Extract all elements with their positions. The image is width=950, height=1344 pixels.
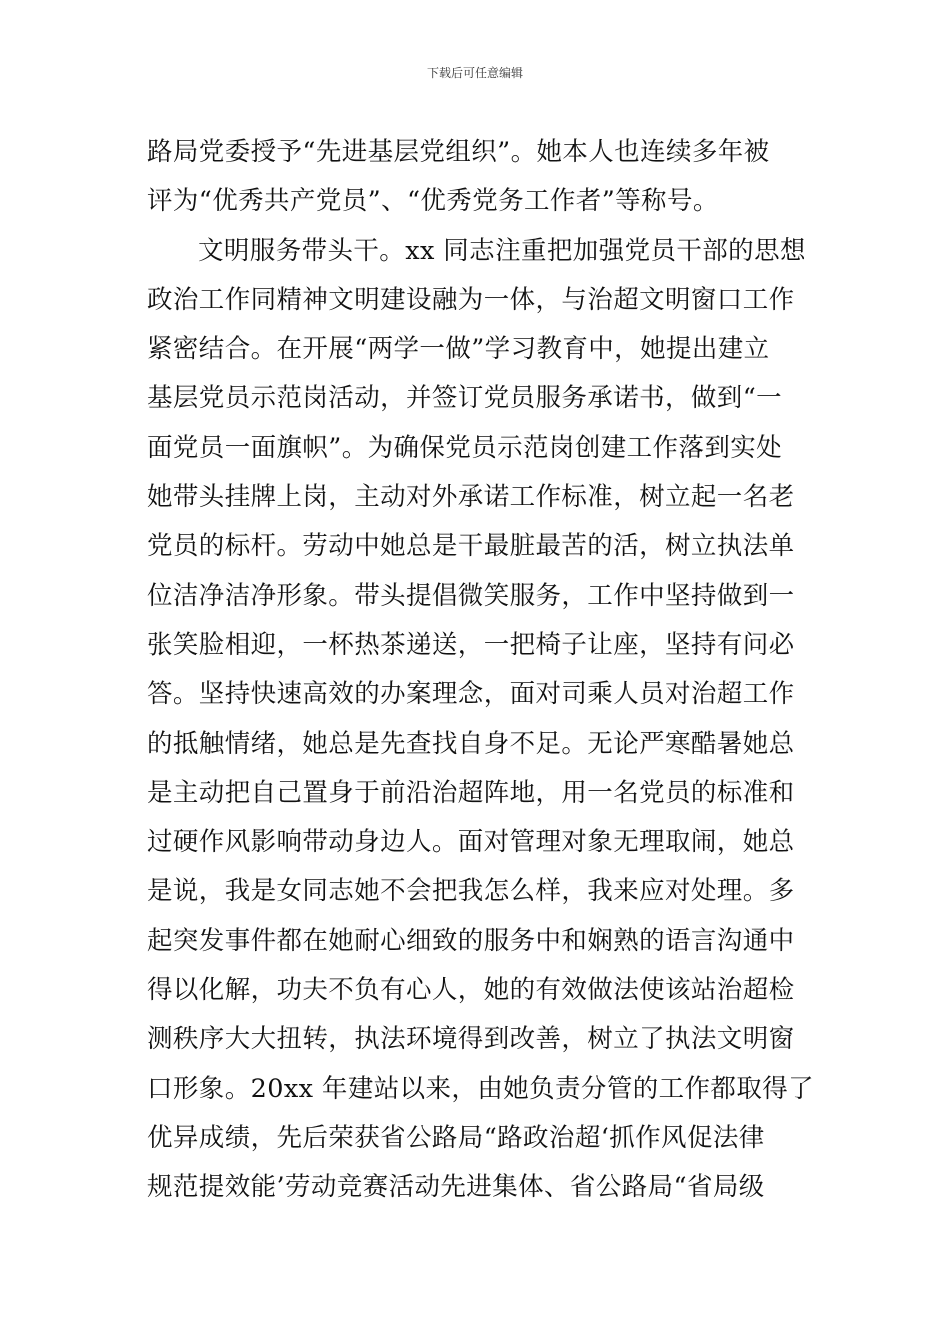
text-line: 是说，我是女同志她不会把我怎么样，我来应对处理。多 <box>147 876 795 907</box>
text-line: 规范提效能’劳动竞赛活动先进集体、省公路局“省局级 <box>147 1172 765 1203</box>
text-line: 基层党员示范岗活动，并签订党员服务承诺书，做到“一 <box>147 383 783 414</box>
text-line: 的抵触情绪，她总是先查找自身不足。无论严寒酷暑她总 <box>147 728 795 759</box>
text-line: 优异成绩，先后荣获省公路局“路政治超‘抓作风促法律 <box>147 1122 765 1153</box>
paragraph-1 <box>147 128 807 227</box>
text-line: 得以化解，功夫不负有心人，她的有效做法使该站治超检 <box>147 975 795 1006</box>
text-line: 张笑脸相迎，一杯热茶递送，一把椅子让座，坚持有问必 <box>147 629 795 660</box>
text-line: 文明服务带头干。xx 同志注重把加强党员干部的思想 <box>198 235 806 266</box>
paragraph-2 <box>147 227 815 1213</box>
text-line: 她带头挂牌上岗，主动对外承诺工作标准，树立起一名老 <box>147 482 795 513</box>
text-line: 起突发事件都在她耐心细致的服务中和娴熟的语言沟通中 <box>147 925 795 956</box>
text-line: 答。坚持快速高效的办案理念，面对司乘人员对治超工作 <box>147 679 795 710</box>
text-line: 过硬作风影响带动身边人。面对管理对象无理取闹，她总 <box>147 827 795 858</box>
text-line: 党员的标杆。劳动中她总是干最脏最苦的活，树立执法单 <box>147 531 795 562</box>
document-body <box>147 128 815 1213</box>
text-line: 位洁净洁净形象。带头提倡微笑服务，工作中坚持做到一 <box>147 580 795 611</box>
text-line: 面党员一面旗帜”。为确保党员示范岗创建工作落到实处 <box>147 432 783 463</box>
text-line: 是主动把自己置身于前沿治超阵地，用一名党员的标准和 <box>147 777 795 808</box>
text-line: 测秩序大大扭转，执法环境得到改善，树立了执法文明窗 <box>147 1024 795 1055</box>
text-line: 政治工作同精神文明建设融为一体，与治超文明窗口工作 <box>147 284 795 315</box>
page-header: 下载后可任意编辑 <box>426 66 523 80</box>
text-line: 紧密结合。在开展“两学一做”学习教育中，她提出建立 <box>147 334 770 365</box>
text-line: 路局党委授予“先进基层党组织”。她本人也连续多年被 <box>147 137 770 167</box>
text-line: 口形象。20xx 年建站以来，由她负责分管的工作都取得了 <box>147 1073 815 1104</box>
text-line: 评为“优秀共产党员”、“优秀党务工作者”等称号。 <box>147 186 719 217</box>
